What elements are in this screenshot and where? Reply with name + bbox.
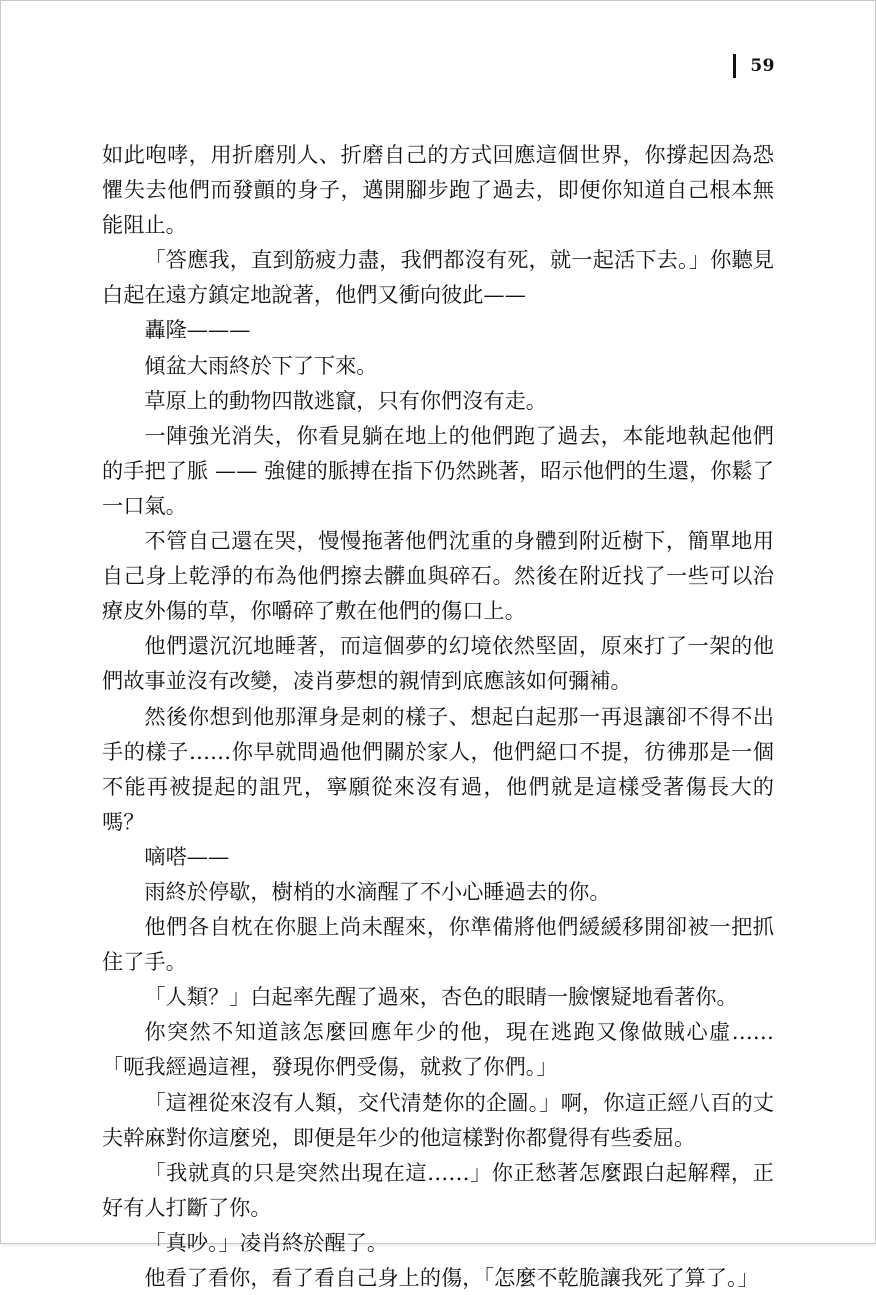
header-rule xyxy=(733,54,736,78)
paragraph: 他看了看你，看了看自己身上的傷，「怎麼不乾脆讓我死了算了。」 xyxy=(144,1265,759,1290)
paragraph: 「這裡從來沒有人類，交代清楚你的企圖。」啊，你這正經八百的丈夫幹麻對你這麼兇，即便是年少的他這樣對你都覺得有些委屈。 xyxy=(102,1089,774,1150)
paragraph: 他們各自枕在你腿上尚未醒來，你準備將他們緩緩移開卻被一把抓住了手。 xyxy=(102,914,774,975)
page-header xyxy=(733,51,775,81)
page-number: 59 xyxy=(750,56,775,76)
paragraph: 「答應我，直到筋疲力盡，我們都沒有死，就一起活下去。」你聽見白起在遠方鎮定地說著，他們又衝向彼此—— xyxy=(102,247,774,308)
paragraph: 雨終於停歇，樹梢的水滴醒了不小心睡過去的你。 xyxy=(144,878,611,904)
paragraph: 草原上的動物四散逃竄，只有你們沒有走。 xyxy=(144,387,547,413)
paragraph: 嘀嗒—— xyxy=(144,843,230,869)
paragraph: 一陣強光消失，你看見躺在地上的他們跑了過去，本能地執起他們的手把了脈 —— 強健的脈搏在指下仍然跳著，昭示他們的生還，你鬆了一口氣。 xyxy=(102,422,774,518)
paragraph: 然後你想到他那渾身是刺的樣子、想起白起那一再退讓卻不得不出手的樣子……你早就問過他們關於家人，他們絕口不提，彷彿那是一個不能再被提起的詛咒，寧願從來沒有過，他們就是這樣受著傷長大的嗎？ xyxy=(102,703,774,834)
paragraph: 轟隆——— xyxy=(144,317,251,343)
paragraph: 「我就真的只是突然出現在這……」你正愁著怎麼跟白起解釋，正好有人打斷了你。 xyxy=(102,1159,774,1220)
paragraph: 傾盆大雨終於下了下來。 xyxy=(144,352,378,378)
paragraph: 你突然不知道該怎麼回應年少的他，現在逃跑又像做賊心虛……「呃我經過這裡，發現你們受傷，就救了你們。」 xyxy=(102,1019,774,1080)
paragraph: 不管自己還在哭，慢慢拖著他們沈重的身體到附近樹下，簡單地用自己身上乾淨的布為他們擦去髒血與碎石。然後在附近找了一些可以治療皮外傷的草，你嚼碎了敷在他們的傷口上。 xyxy=(102,528,774,624)
paragraph: 「真吵。」凌肖終於醒了。 xyxy=(144,1229,389,1255)
body-text xyxy=(102,137,774,1295)
paragraph: 「人類？」白起率先醒了過來，杏色的眼睛一臉懷疑地看著你。 xyxy=(144,984,738,1010)
paragraph: 他們還沉沉地睡著，而這個夢的幻境依然堅固，原來打了一架的他們故事並沒有改變，凌肖夢想的親情到底應該如何彌補。 xyxy=(102,633,774,694)
paragraph: 如此咆哮，用折磨別人、折磨自己的方式回應這個世界，你撐起因為恐懼失去他們而發顫的身子，邁開腳步跑了過去，即便你知道自己根本無能阻止。 xyxy=(102,142,774,238)
